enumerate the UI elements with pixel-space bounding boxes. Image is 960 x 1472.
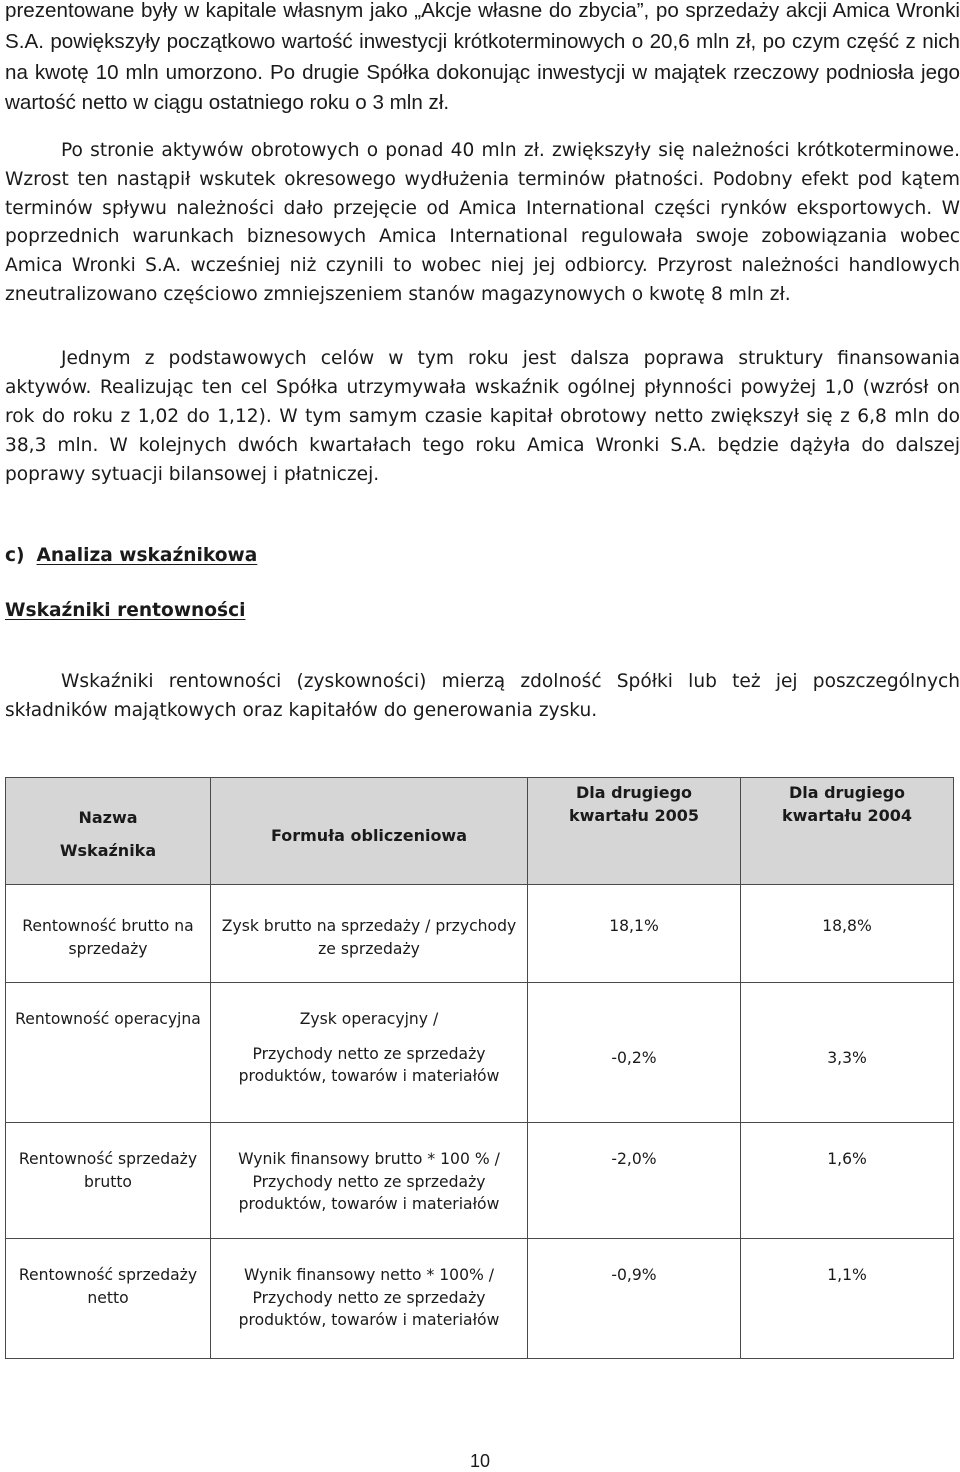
cell-formula: Zysk brutto na sprzedaży / przychody ze sprzedaży bbox=[211, 885, 528, 983]
cell-value-2004: 1,6% bbox=[741, 1123, 954, 1239]
header-q2005-line1: Dla drugiego bbox=[575, 783, 693, 802]
page-number: 10 bbox=[469, 1451, 491, 1471]
paragraph-current-assets: Po stronie aktywów obrotowych o ponad 40 mln zł. zwiększyły się należności krótkoterminowe. Wzrost ten nastąpił wskutek okresowego wydłużenia terminów płatności. Podobny efekt pod kątem terminów spływu należności dało przejęcie od Amica International części rynków eksportowych. W poprzednich warunkach biznesowych Amica International regulowała swoje zobowiązania wobec Amica Wronki S.A. wcześniej niż czynili to wobec niej jej odbiorcy. Przyrost należności handlowych zneutralizowano częściowo zmniejszeniem stanów magazynowych o kwotę 8 mln zł. bbox=[5, 140, 960, 305]
cell-value-2005: -2,0% bbox=[528, 1123, 741, 1239]
cell-value-2004: 1,1% bbox=[741, 1239, 954, 1359]
cell-formula bbox=[211, 983, 528, 1123]
cell-value-2004: 18,8% bbox=[741, 885, 954, 983]
header-q2004-line2: kwartału 2004 bbox=[782, 806, 912, 825]
section-letter: c) bbox=[5, 545, 25, 566]
section-heading bbox=[5, 545, 257, 566]
formula-line-2: Przychody netto ze sprzedaży produktów, towarów i materiałów bbox=[238, 1044, 500, 1085]
paragraph-financing-structure: Jednym z podstawowych celów w tym roku jest dalsza poprawa struktury finansowania aktywów. Realizując ten cel Spółka utrzymywała wskaźnik ogólnej płynności powyżej 1,0 (wzrósł on rok do roku z 1,02 do 1,12). W tym samym czasie kapitał obrotowy netto zwiększył się z 6,8 mln do 38,3 mln. W kolejnych dwóch kwartałach tego roku Amica Wronki S.A. będzie dążyła do dalszej poprawy sytuacji bilansowej i płatniczej. bbox=[5, 348, 960, 485]
table-header-row bbox=[6, 778, 954, 885]
profitability-ratios-table bbox=[5, 777, 954, 1359]
table-row bbox=[6, 1239, 954, 1359]
cell-formula: Wynik finansowy brutto * 100 % / Przychody netto ze sprzedaży produktów, towarów i materiałów bbox=[211, 1123, 528, 1239]
header-formula: Formuła obliczeniowa bbox=[211, 778, 528, 885]
cell-value-2005: -0,9% bbox=[528, 1239, 741, 1359]
header-q2004-line1: Dla drugiego bbox=[788, 783, 906, 802]
header-name-line1: Nazwa bbox=[78, 808, 138, 827]
header-ratio-name bbox=[6, 778, 211, 885]
cell-value-2005: 18,1% bbox=[528, 885, 741, 983]
cell-ratio-name: Rentowność sprzedaży brutto bbox=[6, 1123, 211, 1239]
cell-value-2004: 3,3% bbox=[741, 983, 954, 1123]
table-row bbox=[6, 885, 954, 983]
cell-value-2005: -0,2% bbox=[528, 983, 741, 1123]
header-q2-2005 bbox=[528, 778, 741, 885]
formula-line-1: Zysk operacyjny / bbox=[299, 1010, 439, 1028]
cell-ratio-name: Rentowność sprzedaży netto bbox=[6, 1239, 211, 1359]
header-q2-2004 bbox=[741, 778, 954, 885]
paragraph-profitability-intro: Wskaźniki rentowności (zyskowności) mierzą zdolność Spółki lub też jej poszczególnych składników majątkowych oraz kapitałów do generowania zysku. bbox=[5, 671, 960, 721]
subheading-profitability: Wskaźniki rentowności bbox=[5, 600, 246, 621]
header-q2005-line2: kwartału 2005 bbox=[569, 806, 699, 825]
header-name-line2: Wskaźnika bbox=[59, 841, 157, 860]
cell-formula: Wynik finansowy netto * 100% / Przychody netto ze sprzedaży produktów, towarów i materiałów bbox=[211, 1239, 528, 1359]
cell-ratio-name: Rentowność operacyjna bbox=[6, 983, 211, 1123]
table-row bbox=[6, 983, 954, 1123]
cell-ratio-name: Rentowność brutto na sprzedaży bbox=[6, 885, 211, 983]
table-row bbox=[6, 1123, 954, 1239]
section-title: Analiza wskaźnikowa bbox=[36, 545, 258, 566]
paragraph-intro-continuation: prezentowane były w kapitale własnym jako „Akcje własne do zbycia”, po sprzedaży akcji Amica Wronki S.A. powiększyły początkowo wartość inwestycji krótkoterminowych o 20,6 mln zł, po czym część z nich na kwotę 10 mln umorzono. Po drugie Spółka dokonując inwestycji w majątek rzeczowy podniosła jego wartość netto w ciągu ostatniego roku o 3 mln zł. bbox=[5, 0, 960, 115]
